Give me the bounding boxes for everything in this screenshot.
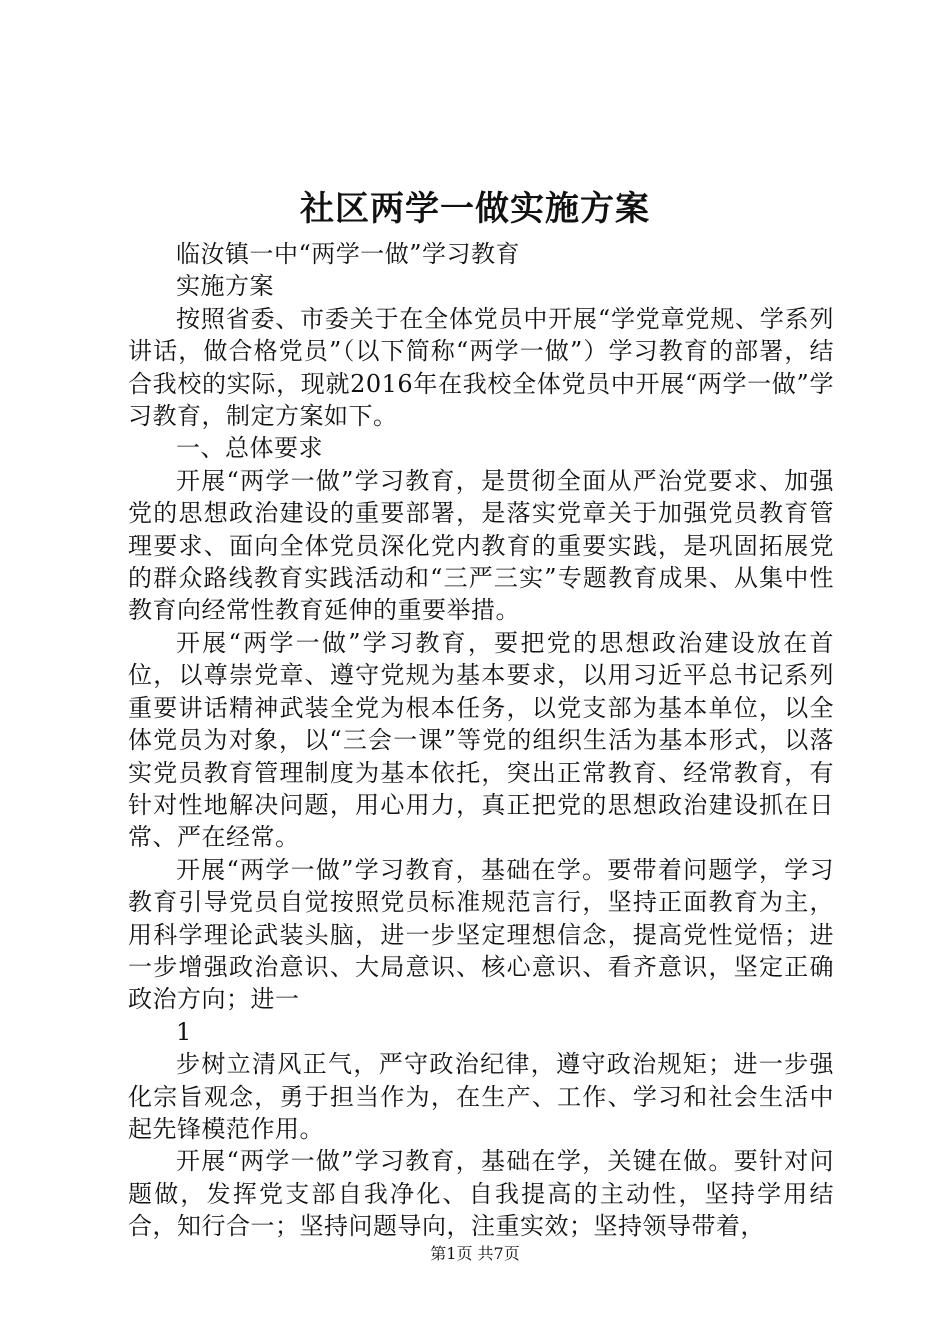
page-footer: 第1页 共7页: [430, 1244, 520, 1263]
section-heading-general-requirements: 一、总体要求: [176, 434, 323, 463]
inline-page-number: 1: [176, 1017, 192, 1046]
paragraph-body: 开展“两学一做”学习教育，要把党的思想政治建设放在首位，以尊崇党章、遵守党规为基本要求，以用习近平总书记系列重要讲话精神武装全党为根本任务，以党支部为基本单位，以全体党员为对象，以“三会一课”等党的组织生活为基本形式，以落实党员教育管理制度为基本依托，突出正常教育、经常教育，有针对性地解决问题，用心用力，真正把党的思想政治建设抓在日常、严在经常。: [128, 628, 834, 852]
paragraph-school-heading: 临汝镇一中“两学一做”学习教育: [176, 240, 521, 268]
paragraph-plan-heading: 实施方案: [176, 272, 274, 301]
paragraph-intro: 按照省委、市委关于在全体党员中开展“学党章党规、学系列讲话，做合格党员”（以下简称“两学一做”）学习教育的部署，结合我校的实际，现就2016年在我校全体党员中开展“两学一做”学习教育，制定方案如下。: [128, 304, 834, 431]
paragraph-body: 开展“两学一做”学习教育，基础在学，关键在做。要针对问题做，发挥党支部自我净化、自我提高的主动性，坚持学用结合，知行合一；坚持问题导向，注重实效；坚持领导带着，: [128, 1147, 834, 1241]
paragraph-body: 开展“两学一做”学习教育，基础在学。要带着问题学，学习教育引导党员自觉按照党员标准规范言行，坚持正面教育为主，用科学理论武装头脑，进一步坚定理想信念，提高党性觉悟；进一步增强政治意识、大局意识、核心意识、看齐意识，坚定正确政治方向；进一: [128, 855, 834, 1014]
document-title: 社区两学一做实施方案: [300, 189, 650, 229]
paragraph-continuation: 步树立清风正气，严守政治纪律，遵守政治规矩；进一步强化宗旨观念，勇于担当作为，在生产、工作、学习和社会生活中起先锋模范作用。: [128, 1050, 834, 1143]
document-body: [128, 238, 834, 1243]
paragraph-body: 开展“两学一做”学习教育，是贯彻全面从严治党要求、加强党的思想政治建设的重要部署，是落实党章关于加强党员教育管理要求、面向全体党员深化党内教育的重要实践，是巩固拓展党的群众路线教育实践活动和“三严三实”专题教育成果、从集中性教育向经常性教育延伸的重要举措。: [128, 466, 834, 625]
